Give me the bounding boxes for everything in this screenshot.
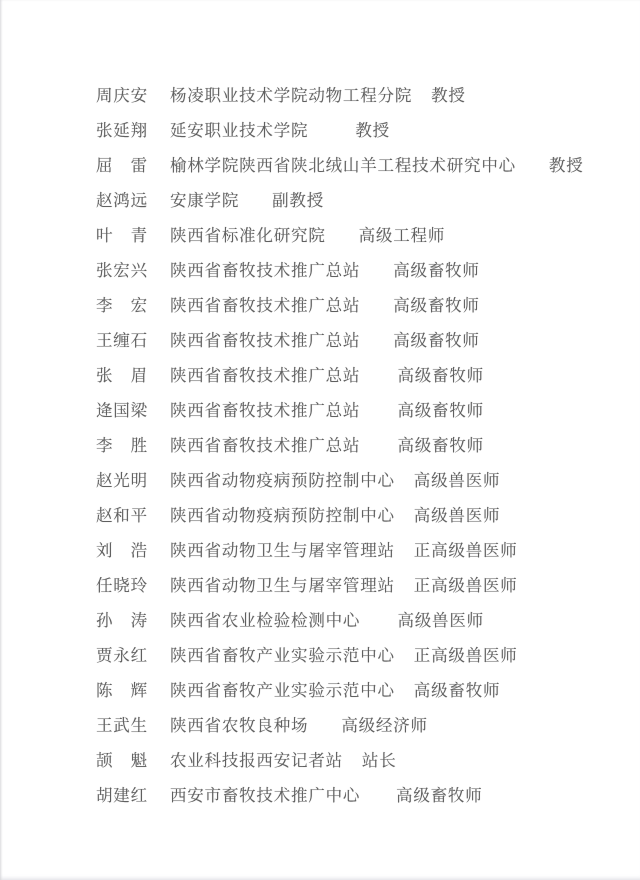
professional-title: 正高级兽医师	[413, 646, 518, 665]
professional-title: 正高级兽医师	[413, 541, 518, 560]
professional-title: 高级畜牧师	[397, 436, 484, 455]
professional-title: 高级兽医师	[397, 611, 484, 630]
institution-name: 榆林学院陕西省陕北绒山羊工程技术研究中心	[169, 156, 516, 175]
professional-title: 教授	[431, 86, 466, 105]
person-name: 王缠石	[96, 331, 148, 350]
person-name: 张宏兴	[96, 261, 148, 280]
roster-row	[96, 603, 624, 638]
person-name: 贾永红	[96, 646, 148, 665]
person-name: 赵光明	[96, 471, 148, 490]
professional-title: 副教授	[272, 191, 325, 210]
professional-title: 高级畜牧师	[393, 261, 480, 280]
institution-name: 西安市畜牧技术推广中心	[169, 786, 361, 805]
person-name: 刘 浩	[96, 541, 148, 560]
institution-name: 陕西省畜牧技术推广总站	[169, 401, 361, 420]
professional-title: 教授	[355, 121, 390, 140]
person-name: 陈 辉	[96, 681, 148, 700]
professional-title: 正高级兽医师	[413, 576, 518, 595]
roster-row	[96, 358, 624, 393]
institution-name: 陕西省畜牧技术推广总站	[169, 366, 361, 385]
roster-row	[96, 323, 624, 358]
person-name: 颉 魁	[96, 751, 148, 770]
person-name: 叶 青	[96, 226, 148, 245]
expert-roster-list	[96, 78, 624, 813]
person-name: 胡建红	[96, 786, 148, 805]
professional-title: 高级经济师	[341, 716, 428, 735]
professional-title: 高级畜牧师	[393, 331, 480, 350]
roster-row	[96, 533, 624, 568]
institution-name: 陕西省动物疫病预防控制中心	[169, 471, 395, 490]
roster-row	[96, 148, 624, 183]
professional-title: 高级畜牧师	[396, 786, 483, 805]
person-name: 张延翔	[96, 121, 148, 140]
roster-row	[96, 463, 624, 498]
person-name: 屈 雷	[96, 156, 148, 175]
roster-row	[96, 568, 624, 603]
person-name: 赵和平	[96, 506, 148, 525]
person-name: 周庆安	[96, 86, 148, 105]
institution-name: 陕西省标准化研究院	[169, 226, 326, 245]
professional-title: 高级兽医师	[413, 471, 501, 490]
roster-row	[96, 638, 624, 673]
professional-title: 高级畜牧师	[413, 681, 501, 700]
institution-name: 陕西省农业检验检测中心	[169, 611, 361, 630]
roster-row	[96, 113, 624, 148]
institution-name: 陕西省畜牧技术推广总站	[169, 436, 361, 455]
institution-name: 陕西省畜牧技术推广总站	[169, 296, 361, 315]
professional-title: 站长	[361, 751, 397, 770]
institution-name: 陕西省畜牧产业实验示范中心	[169, 646, 395, 665]
institution-name: 农业科技报西安记者站	[169, 751, 343, 770]
person-name: 任晓玲	[96, 576, 148, 595]
professional-title: 高级畜牧师	[393, 296, 480, 315]
roster-row	[96, 253, 624, 288]
roster-row	[96, 428, 624, 463]
professional-title: 高级工程师	[358, 226, 446, 245]
institution-name: 延安职业技术学院	[169, 121, 309, 140]
institution-name: 杨凌职业技术学院动物工程分院	[169, 86, 413, 105]
professional-title: 教授	[548, 156, 584, 175]
roster-row	[96, 393, 624, 428]
roster-row	[96, 288, 624, 323]
professional-title: 高级兽医师	[413, 506, 501, 525]
institution-name: 陕西省动物疫病预防控制中心	[169, 506, 395, 525]
person-name: 王武生	[96, 716, 148, 735]
roster-row	[96, 218, 624, 253]
person-name: 李 宏	[96, 296, 148, 315]
professional-title: 高级畜牧师	[397, 401, 484, 420]
roster-row	[96, 183, 624, 218]
person-name: 孙 涛	[96, 611, 148, 630]
person-name: 逄国梁	[96, 401, 148, 420]
roster-row	[96, 673, 624, 708]
roster-row	[96, 778, 624, 813]
institution-name: 陕西省畜牧技术推广总站	[169, 331, 361, 350]
roster-row	[96, 78, 624, 113]
professional-title: 高级畜牧师	[397, 366, 484, 385]
person-name: 张 眉	[96, 366, 148, 385]
person-name: 李 胜	[96, 436, 148, 455]
institution-name: 陕西省畜牧技术推广总站	[169, 261, 361, 280]
roster-row	[96, 498, 624, 533]
person-name: 赵鸿远	[96, 191, 148, 210]
roster-row	[96, 708, 624, 743]
institution-name: 安康学院	[169, 191, 240, 210]
institution-name: 陕西省畜牧产业实验示范中心	[169, 681, 395, 700]
roster-row	[96, 743, 624, 778]
institution-name: 陕西省农牧良种场	[169, 716, 309, 735]
institution-name: 陕西省动物卫生与屠宰管理站	[169, 541, 395, 560]
institution-name: 陕西省动物卫生与屠宰管理站	[169, 576, 395, 595]
